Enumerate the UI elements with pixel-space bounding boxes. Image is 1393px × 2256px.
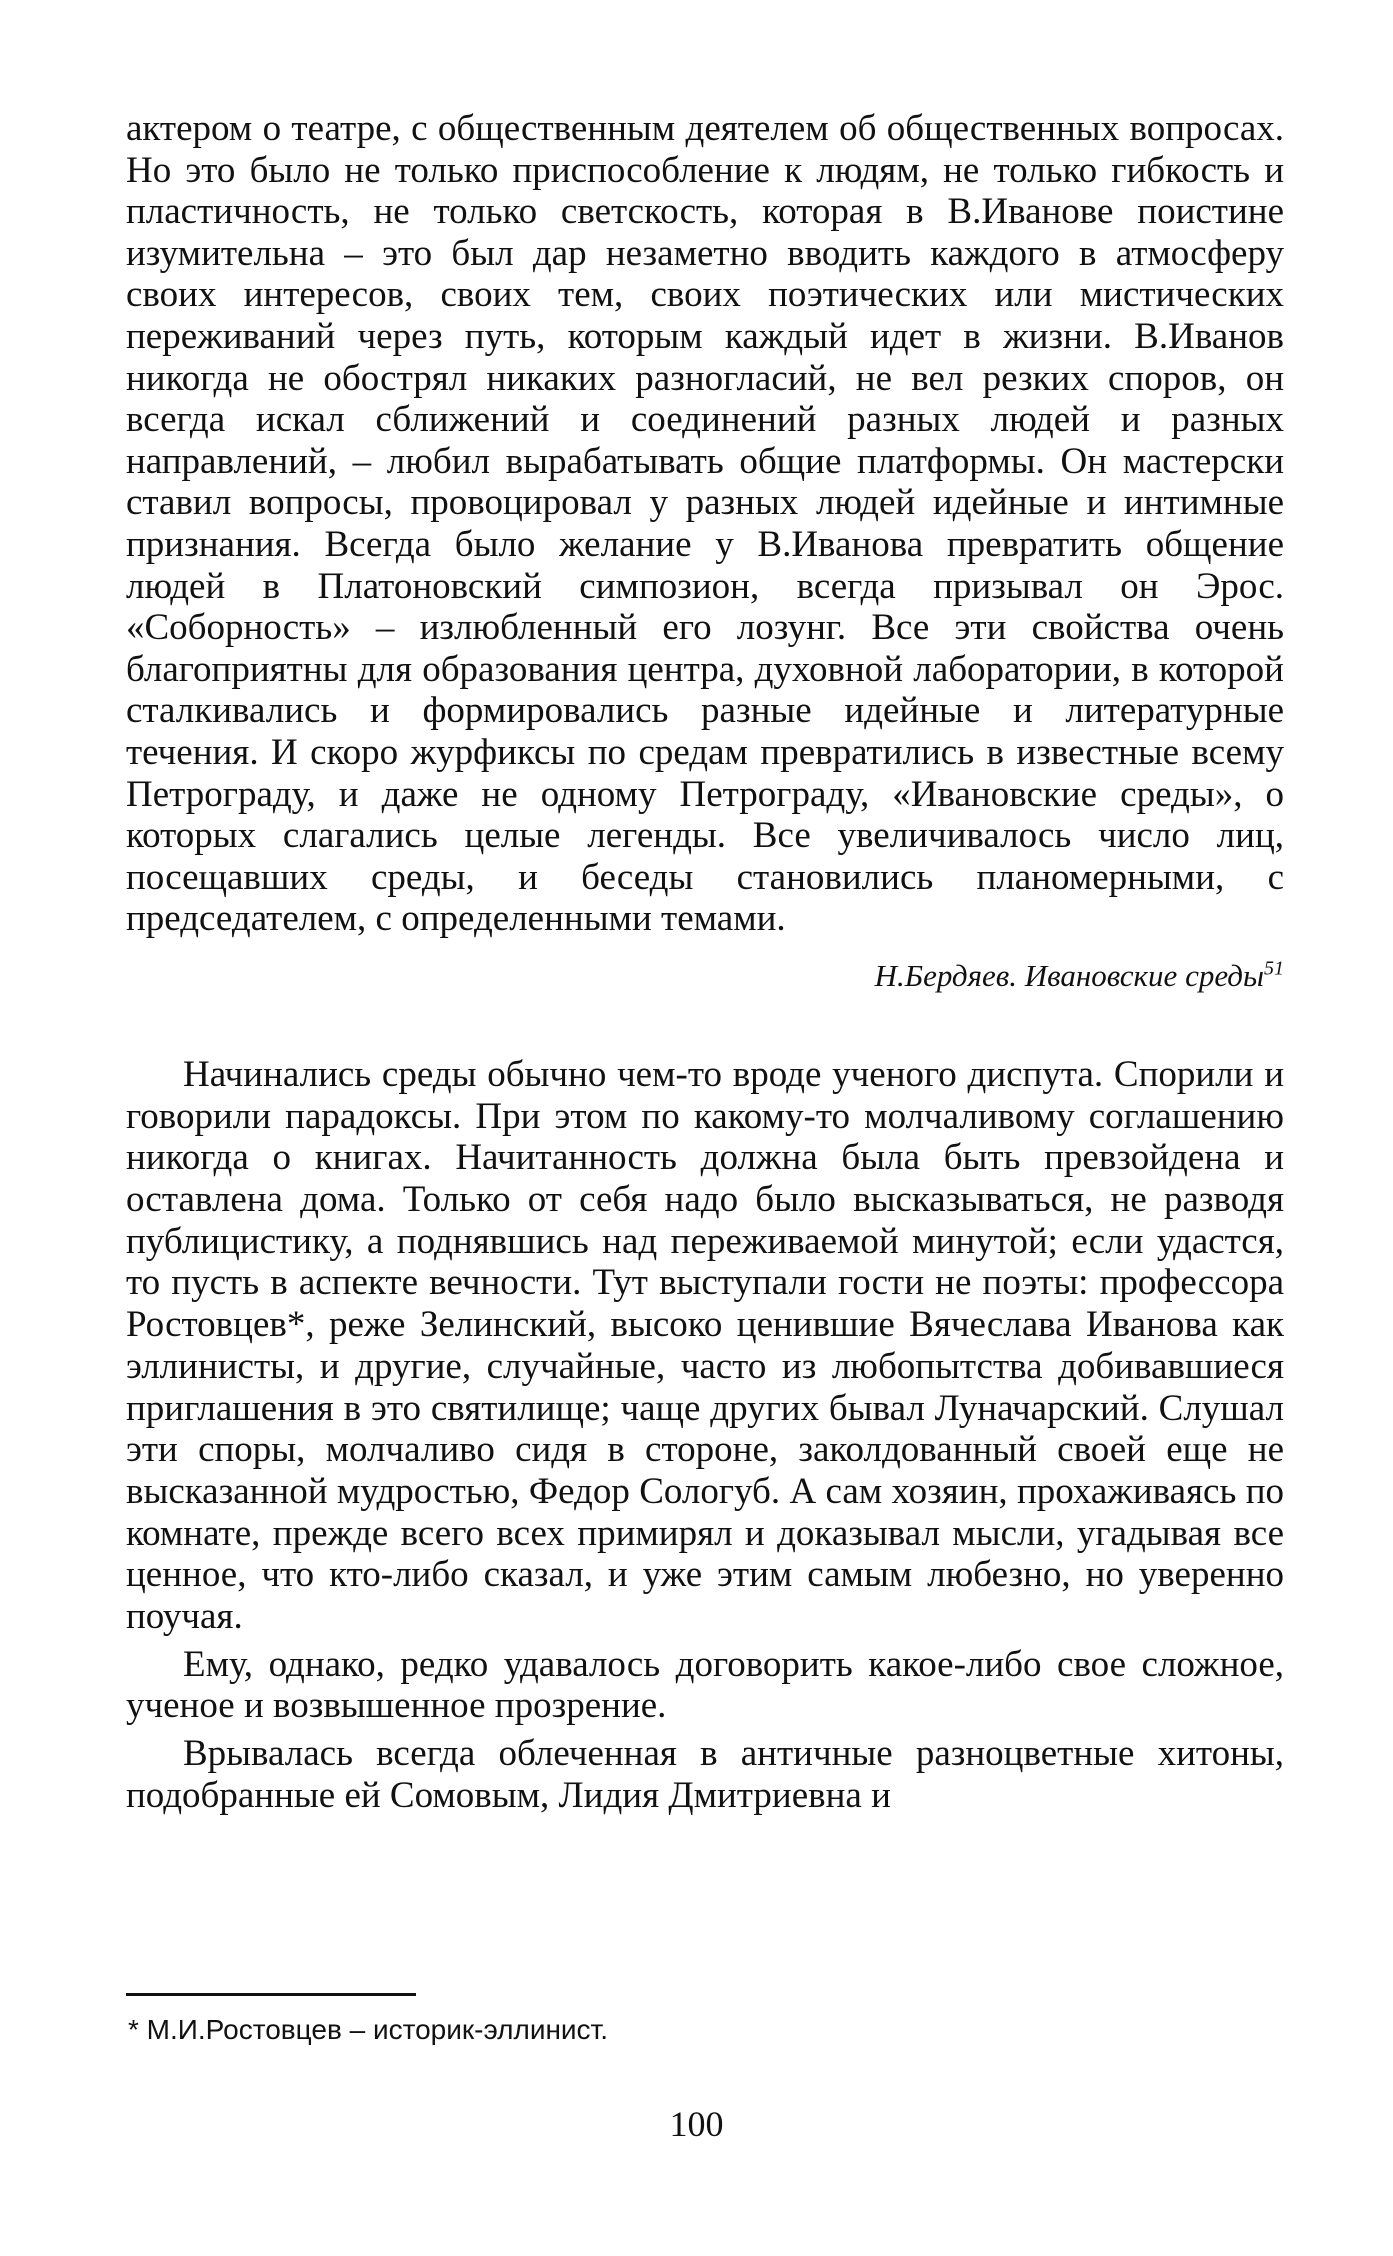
page-number: 100 [669,2104,724,2144]
memoir-paragraph-1: Начинались среды обычно чем-то вроде ученого диспута. Спорили и говорили парадоксы. При этом по какому-то молчаливому соглашению никогда о книгах. Начитанность должна была быть превзойдена и оставлена дома. Только от себя надо было высказываться, не разводя публицистику, а поднявшись над переживаемой минутой; если удастся, то пусть в аспекте вечности. Тут выступали гости не поэты: профессора Ростовцев*, реже Зелинский, высоко ценившие Вячеслава Иванова как эллинисты, и другие, случайные, часто из любопытства добивавшиеся приглашения в это святилище; чаще других бывал Луначарский. Слушал эти споры, молчаливо сидя в стороне, заколдованный своей еще не высказанной мудростью, Федор Сологуб. А сам хозяин, прохаживаясь по комнате, прежде всего всех примирял и доказывал мысли, угадывая все ценное, что кто-либо сказал, и уже этим самым любезно, но уверенно поучая. [126,1053,1284,1638]
memoir-paragraph-3: Врывалась всегда облеченная в античные разноцветные хитоны, подобранные ей Сомовым, Лидия Дмитриевна и [126,1733,1284,1816]
memoir-paragraph-2: Ему, однако, редко удавалось договорить какое-либо свое сложное, ученое и возвышенное прозрение. [126,1643,1284,1727]
memoir-section [126,1054,1284,1817]
page-body [126,108,1284,1823]
quote-paragraph: актером о театре, с общественным деятелем об общественных вопросах. Но это было не только приспособление к людям, не только гибкость и пластичность, не только светскость, которая в В.Иванове поистине изумительна – это был дар незаметно вводить каждого в атмосферу своих интересов, своих тем, своих поэтических или мистических переживаний через путь, которым каждый идет в жизни. В.Иванов никогда не обострял никаких разногласий, не вел резких споров, он всегда искал сближений и соединений разных людей и разных направлений, – любил вырабатывать общие платформы. Он мастерски ставил вопросы, провоцировал у разных людей идейные и интимные признания. Всегда было желание у В.Иванова превратить общение людей в Платоновский симпозион, всегда призывал он Эрос. «Соборность» – излюбленный его лозунг. Все эти свойства очень благоприятны для образования центра, духовной лаборатории, в которой сталкивались и формировались разные идейные и литературные течения. И скоро журфиксы по средам превратились в известные всему Петрограду, и даже не одному Петрограду, «Ивановские среды», о которых слагались целые легенды. Все увеличивалось число лиц, посещавших среды, и беседы становились планомерными, с председателем, с определенными темами. [126,108,1284,940]
footnote-reference: 51 [1264,957,1284,980]
attribution-text: Н.Бердяев. Ивановские среды [874,957,1264,993]
footnote: * М.И.Ростовцев – историк-эллинист. [128,2014,609,2045]
footnote-divider [126,1993,416,1996]
quote-attribution [126,956,1284,996]
